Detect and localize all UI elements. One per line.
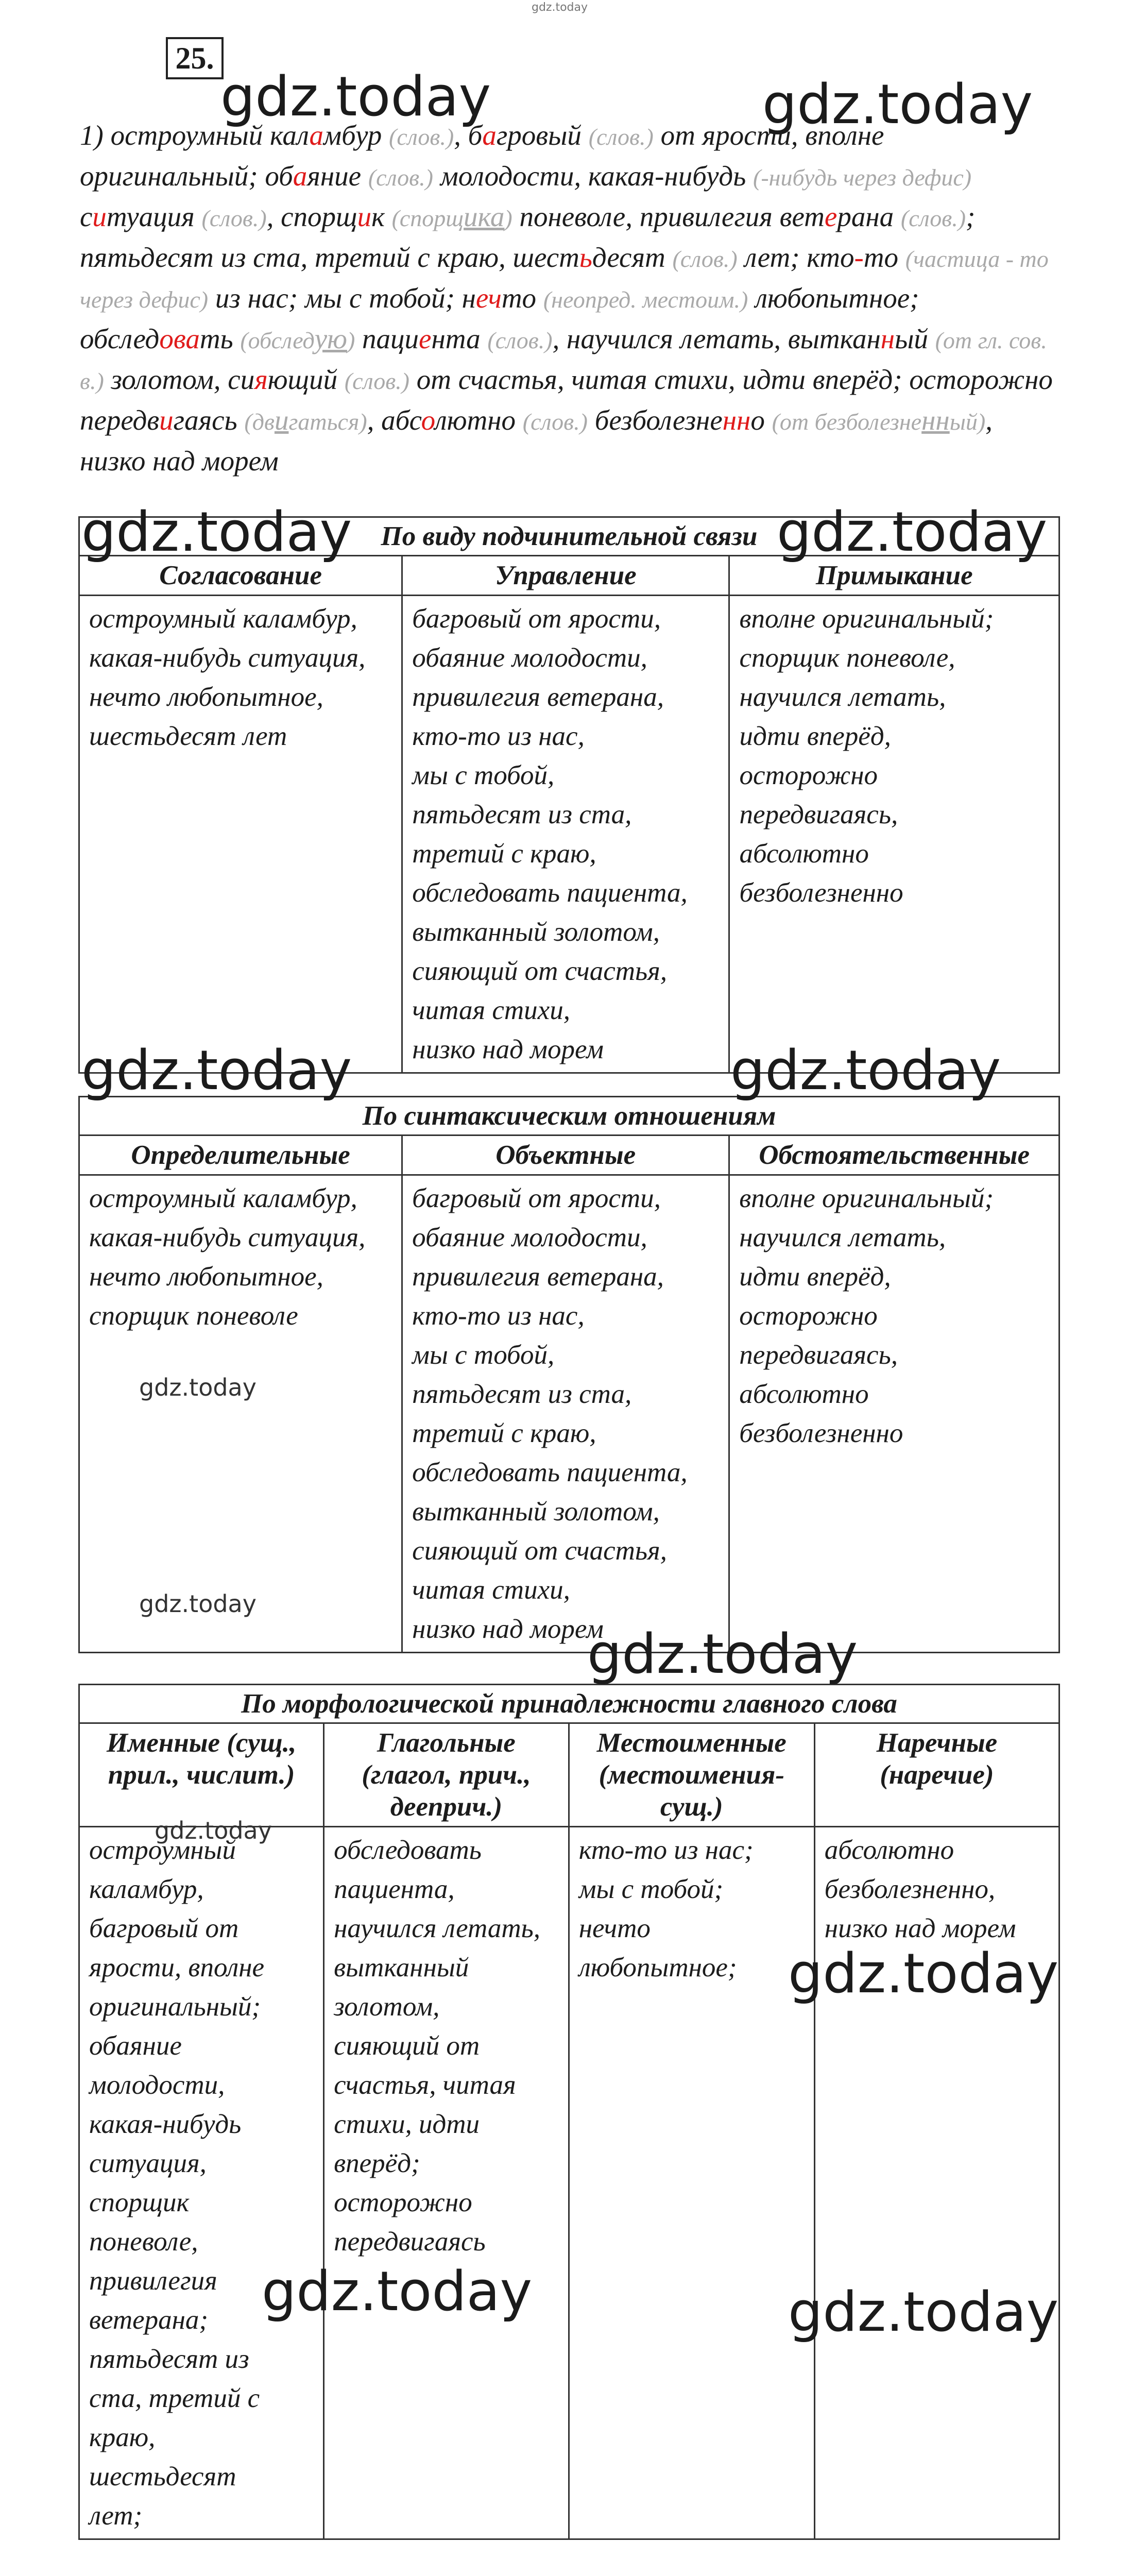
grammar-note: ый)	[949, 409, 986, 435]
table2-header-object: Объектные	[402, 1136, 729, 1175]
text-run: паци	[355, 323, 419, 354]
grammar-note: ика	[464, 201, 505, 232]
table2-col-object	[402, 1175, 729, 1653]
list-item: пациента,	[334, 1874, 455, 1904]
list-item: обследовать	[334, 1835, 482, 1865]
list-item: третий с краю,	[412, 839, 596, 869]
grammar-note: (слов.)	[588, 124, 654, 150]
text-run: , б	[454, 120, 483, 151]
watermark: gdz.today	[81, 500, 352, 564]
grammar-note: )	[504, 205, 512, 231]
list-item: абсолютно	[739, 1379, 869, 1409]
spelling-highlight: нн	[722, 404, 751, 436]
list-item: передвигаясь	[334, 2227, 486, 2257]
watermark: gdz.today	[587, 1622, 858, 1686]
list-item: мы с тобой,	[412, 1340, 555, 1370]
text-run: рана	[837, 201, 901, 232]
list-item: нечто	[578, 1913, 651, 1943]
list-item: поневоле,	[89, 2227, 198, 2257]
grammar-note: (дв	[244, 409, 275, 435]
spelling-highlight: а	[293, 160, 307, 192]
grammar-note: (слов.)	[900, 205, 966, 231]
list-item: ситуация,	[89, 2148, 207, 2178]
list-item: передвигаясь,	[739, 800, 898, 829]
list-item: передвигаясь,	[739, 1340, 898, 1370]
text-run: нта	[431, 323, 488, 354]
list-item: лет;	[89, 2501, 143, 2531]
spelling-highlight: и	[92, 201, 107, 232]
table3-col-pronominal	[569, 1827, 814, 2539]
list-item: вполне оригинальный;	[739, 1183, 994, 1213]
text-run: 1) остроумный кал	[80, 120, 310, 151]
list-item: осторожно	[739, 760, 878, 790]
list-item: низко над морем	[412, 1035, 604, 1064]
list-item: багровый от ярости,	[412, 604, 661, 634]
table3-col-nominal	[79, 1827, 324, 2539]
table3-header-verbal	[324, 1723, 569, 1827]
grammar-note: (от безболезне	[772, 409, 922, 435]
watermark: gdz.today	[730, 1039, 1001, 1102]
site-label: gdz.today	[532, 1, 588, 14]
table1-col-adjoining	[729, 596, 1059, 1073]
grammar-note: (обслед	[240, 327, 315, 353]
grammar-note: )	[347, 327, 355, 353]
table2-header-adverbial: Обстоятельственные	[729, 1136, 1059, 1175]
text-run: с	[80, 201, 93, 232]
list-item: ярости, вполне	[89, 1953, 265, 1982]
text-run: гровый	[496, 120, 589, 151]
text-run: к	[371, 201, 392, 232]
text-run: поневоле, привилегия вет	[512, 201, 825, 232]
list-item: какая-нибудь ситуация,	[89, 1223, 366, 1252]
list-item: Местоименные	[596, 1728, 787, 1758]
list-item: дееприч.)	[390, 1792, 503, 1822]
grammar-note: (слов.)	[201, 205, 267, 231]
list-item: вытканный золотом,	[412, 917, 660, 947]
text-run: ; пятьдесят из ста, третий с краю, шест	[80, 201, 976, 273]
list-item: кто-то из нас,	[412, 721, 585, 751]
list-item: третий с краю,	[412, 1418, 596, 1448]
text-run: молодости, какая-нибудь	[433, 160, 753, 192]
list-item: мы с тобой;	[578, 1874, 724, 1904]
list-item: идти вперёд,	[739, 721, 891, 751]
list-item: обаяние	[89, 2031, 182, 2061]
table1-header-agreement: Согласование	[79, 556, 402, 596]
list-item: (глагол, прич.,	[362, 1760, 531, 1790]
spelling-highlight: и	[159, 404, 174, 436]
list-item: любопытное;	[578, 1953, 737, 1982]
table2-col-attributive	[79, 1175, 402, 1653]
watermark: gdz.today	[155, 1817, 272, 1844]
list-item: вполне оригинальный;	[739, 604, 994, 634]
list-item: багровый от	[89, 1913, 239, 1943]
list-item: научился летать,	[739, 1223, 946, 1252]
spelling-highlight: н	[880, 323, 895, 354]
list-item: обследовать пациента,	[412, 878, 688, 908]
list-item: пятьдесят из ста,	[412, 1379, 632, 1409]
table1-col-government	[402, 596, 729, 1073]
text-run: то	[863, 242, 905, 273]
list-item: пятьдесят из ста,	[412, 800, 632, 829]
spelling-highlight: еч	[475, 282, 502, 314]
table1-title: По виду подчинительной связи	[79, 517, 1059, 556]
list-item: низко над морем	[824, 1913, 1016, 1943]
table3-col-verbal	[324, 1827, 569, 2539]
table3-header-nominal	[79, 1723, 324, 1827]
spelling-highlight: е	[824, 201, 838, 232]
spelling-highlight: ь	[579, 242, 592, 273]
spelling-highlight: о	[421, 404, 435, 436]
list-item: вперёд;	[334, 2148, 420, 2178]
spelling-highlight: е	[419, 323, 432, 354]
text-run: туация	[106, 201, 202, 232]
grammar-note: (частица - то через дефис)	[80, 246, 1049, 313]
text-run: , научился летать, выткан	[552, 323, 881, 354]
text-run: то	[501, 282, 543, 314]
list-item: спорщик поневоле,	[739, 643, 955, 673]
list-item: нечто любопытное,	[89, 682, 323, 712]
list-item: вытканный	[334, 1953, 469, 1982]
list-item: обаяние молодости,	[412, 1223, 647, 1252]
text-run: от ярости, вполне оригинальный; об	[80, 120, 884, 192]
text-run: ый	[895, 323, 935, 354]
list-item: шестьдесят	[89, 2462, 236, 2492]
list-item: какая-нибудь	[89, 2109, 242, 2139]
watermark: gdz.today	[262, 2260, 533, 2323]
grammar-note: (слов.)	[487, 327, 553, 353]
list-item: осторожно	[334, 2188, 472, 2217]
text-run: мбур	[323, 120, 389, 151]
list-item: шестьдесят лет	[89, 721, 287, 751]
list-item: молодости,	[89, 2070, 225, 2100]
list-item: спорщик поневоле	[89, 1301, 298, 1331]
text-run: любопытное; обслед	[80, 282, 919, 354]
spelling-highlight: -	[854, 242, 864, 273]
grammar-note: (спорщ	[391, 205, 464, 231]
grammar-note: (слов.)	[522, 409, 588, 435]
table-connection-type	[78, 516, 1060, 1074]
list-item: ветерана;	[89, 2305, 209, 2335]
watermark: gdz.today	[762, 73, 1033, 136]
text-run: , абс	[367, 404, 421, 436]
watermark: gdz.today	[81, 1039, 352, 1102]
table-morphological	[78, 1684, 1060, 2540]
list-item: счастья, читая	[334, 2070, 516, 2100]
table2-header-attributive: Определительные	[79, 1136, 402, 1175]
text-run: от счастья, читая стихи, идти вперёд; осторожно передв	[80, 364, 1053, 436]
table1-header-government: Управление	[402, 556, 729, 596]
list-item: остроумный каламбур,	[89, 1183, 357, 1213]
grammar-note: гаться)	[288, 409, 367, 435]
list-item: остроумный	[89, 1835, 236, 1865]
watermark: gdz.today	[777, 500, 1048, 564]
list-item: осторожно	[739, 1301, 878, 1331]
list-item: вытканный золотом,	[412, 1497, 660, 1527]
text-run: золотом, си	[104, 364, 255, 395]
list-item: каламбур,	[89, 1874, 204, 1904]
watermark: gdz.today	[139, 1590, 257, 1618]
list-item: привилегия ветерана,	[412, 682, 664, 712]
list-item: золотом,	[334, 1992, 440, 2022]
part1-paragraph	[80, 116, 1056, 481]
text-run: лютно	[434, 404, 523, 436]
watermark: gdz.today	[788, 2280, 1059, 2344]
list-item: сияющий от счастья,	[412, 956, 668, 986]
list-item: краю,	[89, 2422, 156, 2452]
list-item: оригинальный;	[89, 1992, 261, 2022]
list-item: обаяние молодости,	[412, 643, 647, 673]
list-item: (местоимения-	[599, 1760, 784, 1790]
list-item: сияющий от	[334, 2031, 480, 2061]
spelling-highlight: а	[309, 120, 324, 151]
list-item: кто-то из нас;	[578, 1835, 754, 1865]
grammar-note: нн	[921, 404, 950, 436]
text-run: гаясь	[173, 404, 245, 436]
list-item: кто-то из нас,	[412, 1301, 585, 1331]
text-run: безболезне	[587, 404, 723, 436]
exercise-number: 25.	[166, 37, 224, 79]
watermark: gdz.today	[788, 1942, 1059, 2005]
text-run: десят	[592, 242, 673, 273]
text-run: ющий	[267, 364, 345, 395]
grammar-note: (слов.)	[672, 246, 738, 272]
table1-header-adjoining: Примыкание	[729, 556, 1059, 596]
list-item: безболезненно	[739, 1418, 903, 1448]
text-run: о	[750, 404, 772, 436]
list-item: багровый от ярости,	[412, 1183, 661, 1213]
list-item: привилегия	[89, 2266, 217, 2296]
table3-title: По морфологической принадлежности главного слова	[79, 1685, 1059, 1723]
list-item: научился летать,	[739, 682, 946, 712]
list-item: стихи, идти	[334, 2109, 480, 2139]
list-item: абсолютно	[739, 839, 869, 869]
text-run: яние	[307, 160, 368, 192]
table3-col-adverbial	[814, 1827, 1059, 2539]
watermark: gdz.today	[139, 1374, 257, 1401]
list-item: ста, третий с	[89, 2383, 260, 2413]
table2-col-adverbial	[729, 1175, 1059, 1653]
text-run: из нас; мы с тобой; н	[208, 282, 476, 314]
list-item: прил., числит.)	[108, 1760, 295, 1790]
table3-header-adverbial	[814, 1723, 1059, 1827]
list-item: Именные (сущ.,	[106, 1728, 297, 1758]
grammar-note: (слов.)	[368, 164, 433, 191]
table3-header-pronominal	[569, 1723, 814, 1827]
list-item: научился летать,	[334, 1913, 541, 1943]
list-item: Наречные	[876, 1728, 998, 1758]
list-item: пятьдесят из	[89, 2344, 249, 2374]
list-item: нечто любопытное,	[89, 1262, 323, 1292]
grammar-note: (слов.)	[389, 124, 454, 150]
grammar-note: (неопред. местоим.)	[543, 286, 748, 313]
list-item: сияющий от счастья,	[412, 1536, 667, 1566]
text-run: лет; кто	[737, 242, 854, 273]
spelling-highlight: а	[482, 120, 497, 151]
text-run: , низко над морем	[80, 404, 993, 477]
list-item: (наречие)	[880, 1760, 994, 1790]
list-item: спорщик	[89, 2188, 190, 2217]
spelling-highlight: ова	[159, 323, 200, 354]
grammar-note: и	[274, 404, 289, 436]
list-item: мы с тобой,	[412, 760, 555, 790]
list-item: читая стихи,	[412, 1575, 570, 1605]
list-item: привилегия ветерана,	[412, 1262, 664, 1292]
list-item: сущ.)	[660, 1792, 723, 1822]
list-item: остроумный каламбур,	[89, 604, 357, 634]
list-item: Глагольные	[377, 1728, 516, 1758]
text-run: ть	[199, 323, 241, 354]
grammar-note: (от гл. сов. в.)	[80, 327, 1047, 394]
text-run: , спорщ	[266, 201, 357, 232]
list-item: идти вперёд,	[739, 1262, 891, 1292]
spelling-highlight: я	[254, 364, 268, 395]
table1-col-agreement	[79, 596, 402, 1073]
table2-title: По синтаксическим отношениям	[79, 1097, 1059, 1136]
watermark: gdz.today	[220, 65, 491, 128]
list-item: низко над морем	[412, 1614, 604, 1644]
list-item: читая стихи,	[412, 995, 570, 1025]
grammar-note: (слов.)	[344, 368, 409, 394]
grammar-note: (-нибудь через дефис)	[753, 164, 972, 191]
list-item: абсолютно	[824, 1835, 954, 1865]
list-item: безболезненно,	[824, 1874, 996, 1904]
grammar-note: ую	[314, 323, 347, 354]
spelling-highlight: и	[357, 201, 372, 232]
list-item: безболезненно	[739, 878, 903, 908]
list-item: какая-нибудь ситуация,	[89, 643, 366, 673]
list-item: обследовать пациента,	[412, 1458, 688, 1487]
